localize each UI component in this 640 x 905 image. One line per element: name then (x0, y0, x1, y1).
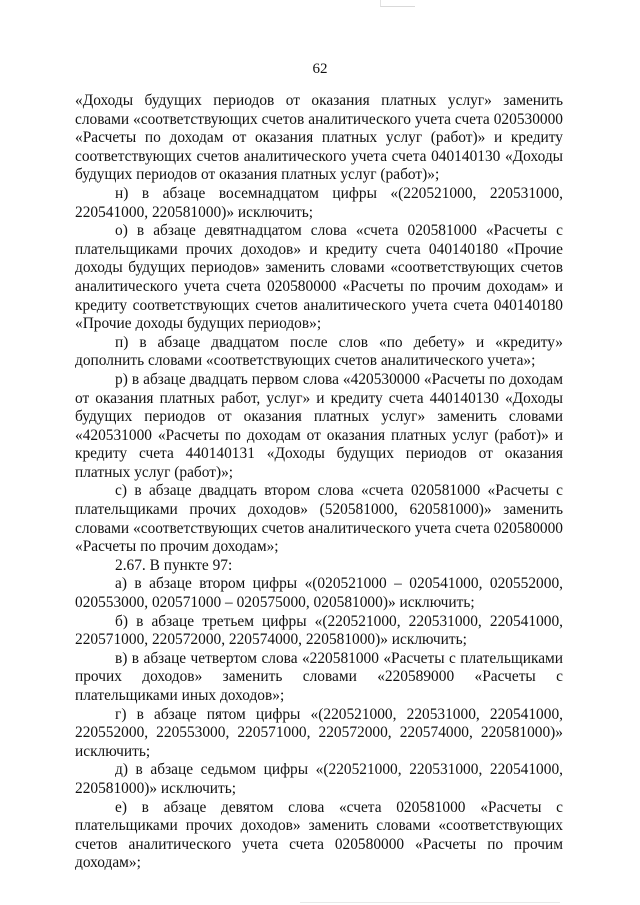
paragraph-item-o: о) в абзаце девятнадцатом слова «счета 020581000 «Расчеты с плательщиками прочих доходов» и кредиту счета 040140180 «Прочие доходы будущих периодов» заменить словами «соответствующих счетов аналитического учета счета 020580000 «Расчеты по прочим доходам» и кредиту соответствующих счетов аналитического учета счета 040140180 «Прочие доходы будущих периодов»; (75, 222, 563, 333)
paragraph-item-r: р) в абзаце двадцать первом слова «420530000 «Расчеты по доходам от оказания платных работ, услуг» и кредиту счета 440140130 «Доходы будущих периодов от оказания платных услуг» заменить словами «420531000 «Расчеты по доходам от оказания платных услуг (работ)» и кредиту счета 440140131 «Доходы будущих периодов от оказания платных услуг (работ)»; (75, 370, 563, 481)
paragraph-item-n: н) в абзаце восемнадцатом цифры «(220521000, 220531000, 220541000, 220581000)» исключить; (75, 184, 563, 221)
page-number: 62 (312, 61, 328, 77)
paragraph-item-g: г) в абзаце пятом цифры «(220521000, 220531000, 220541000, 220552000, 220553000, 220571000, 220572000, 220574000, 220581000)» исключить; (75, 705, 563, 760)
paragraph-item-b: б) в абзаце третьем цифры «(220521000, 220531000, 220541000, 220571000, 220572000, 220574000, 220581000)» исключить; (75, 612, 563, 649)
paragraph-item-d: д) в абзаце седьмом цифры «(220521000, 220531000, 220541000, 220581000)» исключить; (75, 761, 563, 797)
paragraph-item-a: а) в абзаце втором цифры «(020521000 – 020541000, 020552000, 020553000, 020571000 – 020575000, 020581000)» исключить; (75, 575, 563, 612)
scan-edge-line (300, 902, 560, 903)
document-body (75, 92, 563, 873)
scan-edge-mark (380, 0, 415, 7)
paragraph-item-s: с) в абзаце двадцать втором слова «счета 020581000 «Расчеты с плательщиками прочих доходов» (520581000, 620581000)» заменить словами «соответствующих счетов аналитического учета счета 020580000 «Расчеты по прочим доходам»; (75, 482, 563, 556)
paragraph-item-v: в) в абзаце четвертом слова «220581000 «Расчеты с плательщиками прочих доходов» заменить словами «220589000 «Расчеты с плательщиками иных доходов»; (75, 649, 563, 704)
paragraph-continuation: «Доходы будущих периодов от оказания платных услуг» заменить словами «соответствующих счетов аналитического учета счета 020530000 «Расчеты по доходам от оказания платных услуг (работ)» и кредиту соответствующих счетов аналитического учета счета 040140130 «Доходы будущих периодов от оказания платных услуг (работ)»; (75, 92, 563, 184)
section-heading-2-67: 2.67. В пункте 97: (115, 556, 233, 574)
paragraph-item-p: п) в абзаце двадцатом после слов «по дебету» и «кредиту» дополнить словами «соответствующих счетов аналитического учета»; (75, 333, 563, 370)
paragraph-item-e: е) в абзаце девятом слова «счета 020581000 «Расчеты с плательщиками прочих доходов» заменить словами «соответствующих счетов аналитического учета счета 020580000 «Расчеты по прочим доходам»; (75, 798, 563, 872)
